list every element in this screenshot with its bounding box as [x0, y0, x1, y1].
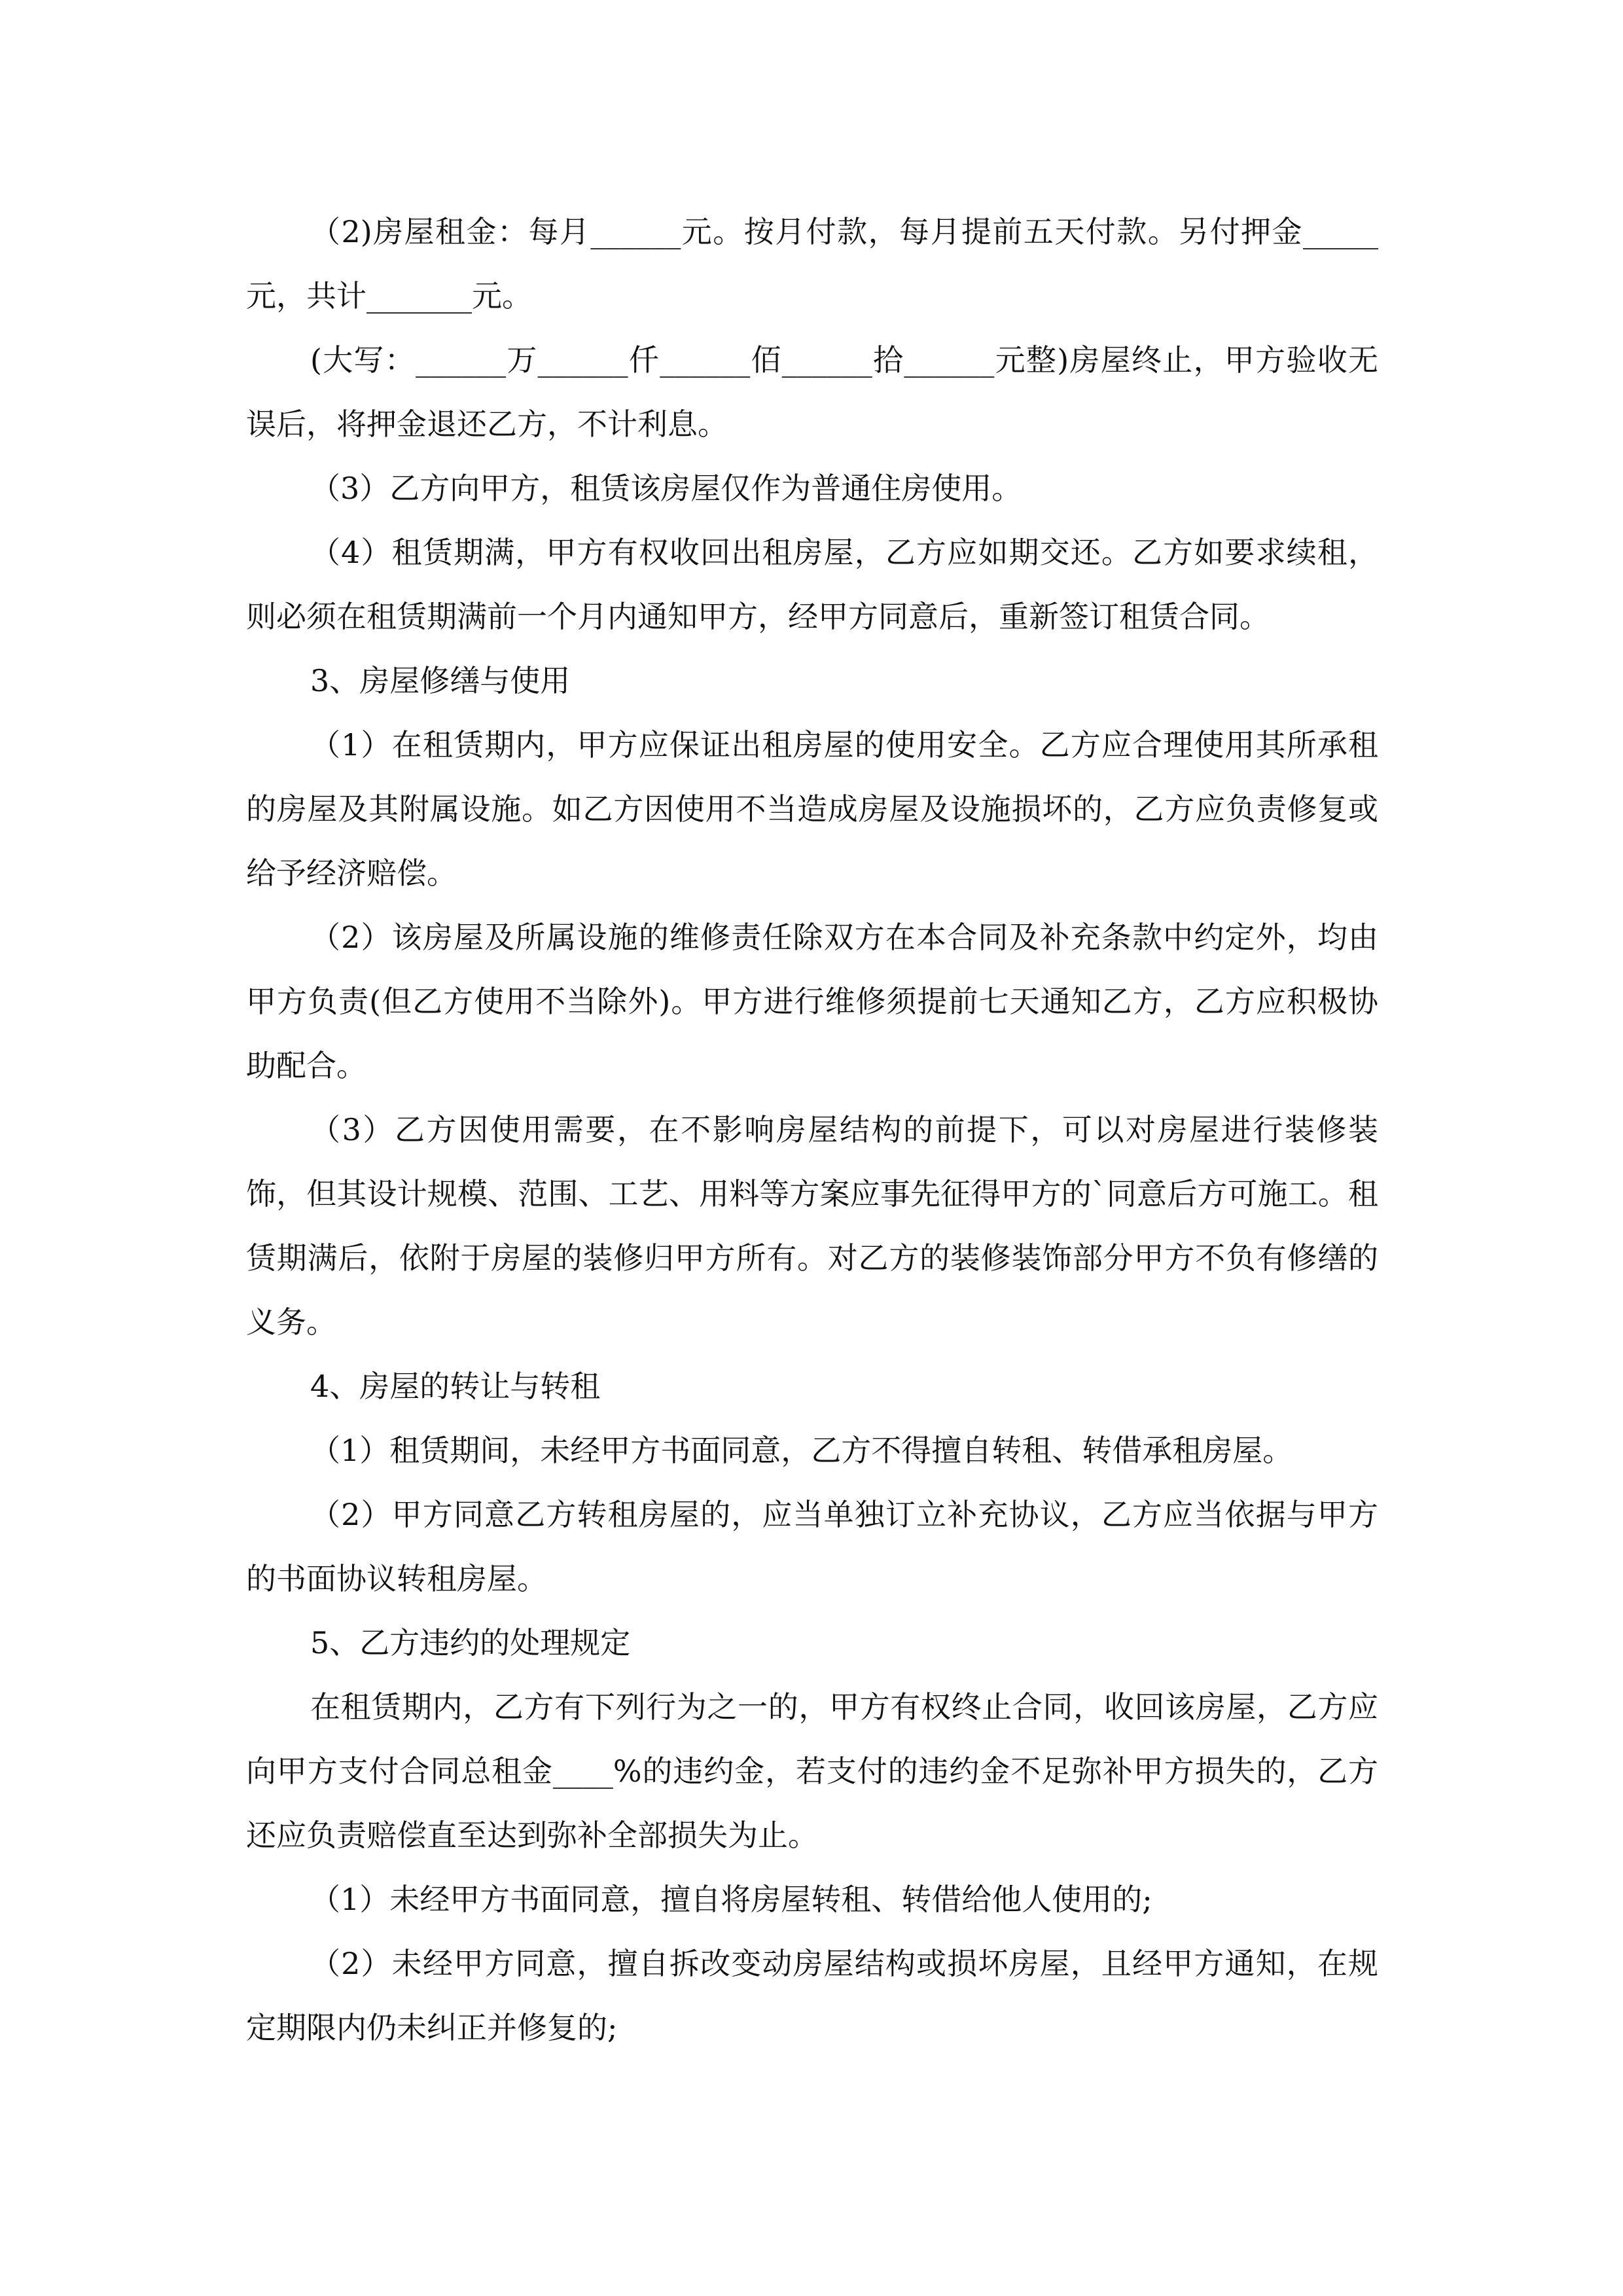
- section-heading-repair: 3、房屋修缮与使用: [310, 663, 571, 698]
- paragraph-breach-2: （2）未经甲方同意，擅自拆改变动房屋结构或损坏房屋，且经甲方通知，在规定期限内仍未纠正并修复的;: [246, 1946, 1378, 2045]
- paragraph-transfer-1: （1）租赁期间，未经甲方书面同意，乙方不得擅自转租、转借承租房屋。: [310, 1433, 1293, 1468]
- paragraph-rent-amount: （2)房屋租金：每月______元。按月付款，每月提前五天付款。另付押金_____元，共计_______元。: [246, 214, 1378, 314]
- paragraph-repair-3: （3）乙方因使用需要，在不影响房屋结构的前提下，可以对房屋进行装修装饰，但其设计规模、范围、工艺、用料等方案应事先征得甲方的`同意后方可施工。租赁期满后，依附于房屋的装修归甲方所有。对乙方的装修装饰部分甲方不负有修缮的义务。: [246, 1112, 1378, 1340]
- paragraph-lease-expiry: （4）租赁期满，甲方有权收回出租房屋，乙方应如期交还。乙方如要求续租，则必须在租赁期满前一个月内通知甲方，经甲方同意后，重新签订租赁合同。: [246, 535, 1378, 634]
- section-heading-transfer: 4、房屋的转让与转租: [310, 1369, 601, 1404]
- paragraph-usage: （3）乙方向甲方，租赁该房屋仅作为普通住房使用。: [310, 471, 1022, 506]
- document-body: [246, 200, 1378, 2060]
- section-heading-breach: 5、乙方违约的处理规定: [310, 1625, 631, 1660]
- paragraph-transfer-2: （2）甲方同意乙方转租房屋的，应当单独订立补充协议，乙方应当依据与甲方的书面协议转租房屋。: [246, 1497, 1378, 1596]
- paragraph-breach-1: （1）未经甲方书面同意，擅自将房屋转租、转借给他人使用的;: [310, 1882, 1152, 1917]
- paragraph-deposit-capital: (大写：______万______仟______佰______拾______元整)房屋终止，甲方验收无误后，将押金退还乙方，不计利息。: [246, 342, 1378, 442]
- paragraph-repair-1: （1）在租赁期内，甲方应保证出租房屋的使用安全。乙方应合理使用其所承租的房屋及其附属设施。如乙方因使用不当造成房屋及设施损坏的，乙方应负责修复或给予经济赔偿。: [246, 727, 1378, 891]
- paragraph-repair-2: （2）该房屋及所属设施的维修责任除双方在本合同及补充条款中约定外，均由甲方负责(但乙方使用不当除外)。甲方进行维修须提前七天通知乙方，乙方应积极协助配合。: [246, 920, 1378, 1083]
- paragraph-breach-intro: 在租赁期内，乙方有下列行为之一的，甲方有权终止合同，收回该房屋，乙方应向甲方支付合同总租金____%的违约金，若支付的违约金不足弥补甲方损失的，乙方还应负责赔偿直至达到弥补全部损失为止。: [246, 1689, 1378, 1853]
